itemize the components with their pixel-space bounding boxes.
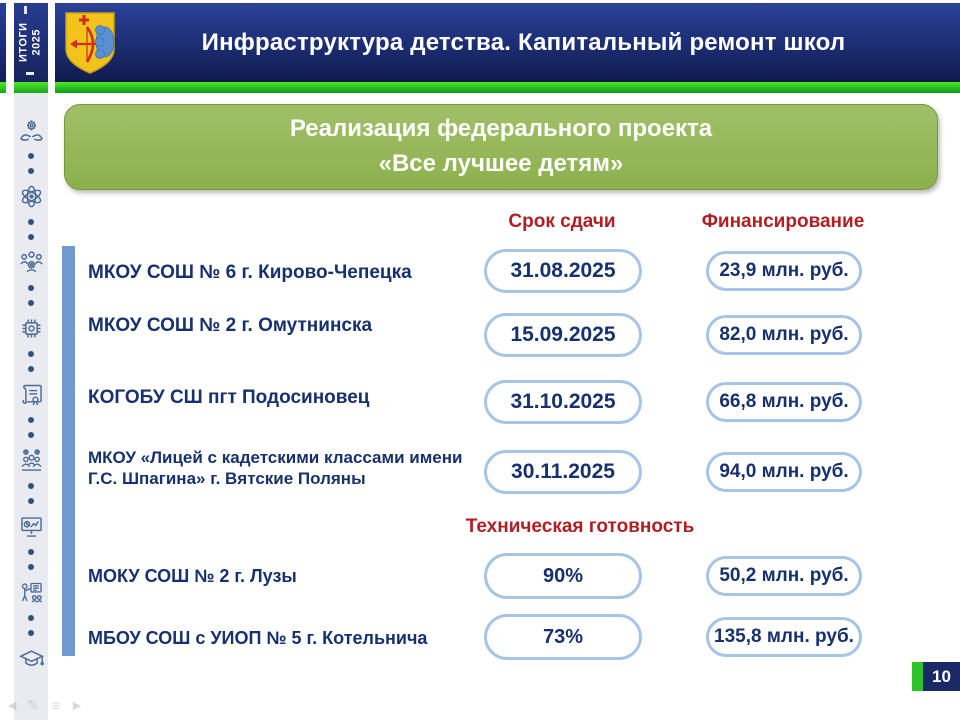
deadline-pill: 30.11.2025: [484, 450, 642, 494]
sidebar-dot: [28, 234, 34, 240]
header-green-strip: [55, 82, 960, 93]
sidebar-dot: [28, 564, 34, 570]
people-gears-icon: [18, 447, 45, 474]
itogi-tab-fragment: [24, 6, 27, 14]
school-name: КОГОБУ СШ пгт Подосиновец: [88, 387, 370, 408]
sidebar-dot: [28, 432, 34, 438]
chip-icon: [18, 315, 45, 342]
funding-pill: 82,0 млн. руб.: [706, 315, 862, 355]
sidebar-dot: [28, 168, 34, 174]
itogi-tab-green-strip: [14, 82, 48, 93]
page-number: 10: [923, 662, 960, 691]
school-name: МКОУ СОШ № 2 г. Омутнинска: [88, 315, 373, 336]
deadline-pill: 15.09.2025: [484, 313, 642, 357]
sidebar-dot: [28, 498, 34, 504]
team-gear-icon: [18, 249, 45, 276]
atom-icon: [18, 183, 45, 210]
presenter-icon: [18, 579, 45, 606]
deadline-pill: 31.08.2025: [484, 249, 642, 293]
sidebar-dot: [28, 483, 34, 489]
slide-edge-block: [0, 3, 6, 82]
readiness-pill: 73%: [484, 614, 642, 660]
sidebar-dot: [28, 300, 34, 306]
funding-pill: 94,0 млн. руб.: [706, 452, 862, 492]
hands-gear-icon: [18, 117, 45, 144]
rows-accent-bar: [62, 246, 75, 656]
deadline-pill: 31.10.2025: [484, 380, 642, 424]
sidebar-dot: [28, 153, 34, 159]
banner-line2: «Все лучшее детям»: [378, 150, 624, 177]
sidebar-dot: [28, 549, 34, 555]
slideshow-pen-button[interactable]: ✎: [27, 697, 39, 713]
banner-line1: Реализация федерального проекта: [289, 115, 713, 143]
sidebar-dot: [28, 219, 34, 225]
itogi-tab-dash: [26, 72, 34, 75]
page-title: Инфраструктура детства. Капитальный ремонт школ: [201, 28, 846, 56]
school-name: МОКУ СОШ № 2 г. Лузы: [88, 566, 297, 586]
school-name: МКОУ «Лицей с кадетскими классами имени Г.С. Шпагина» г. Вятские Поляны: [88, 448, 463, 489]
kirov-coat-of-arms-logo: [63, 10, 117, 76]
slideshow-next-button[interactable]: ►: [70, 697, 84, 713]
sidebar-dot: [28, 285, 34, 291]
monitor-chart-icon: [18, 513, 45, 540]
slideshow-prev-button[interactable]: ◄: [5, 697, 19, 713]
funding-pill: 50,2 млн. руб.: [706, 556, 862, 596]
school-name: МБОУ СОШ с УИОП № 5 г. Котельнича: [88, 628, 428, 648]
column-header-deadline: Срок сдачи: [508, 211, 616, 232]
sidebar-dot: [28, 615, 34, 621]
readiness-section-heading: Техническая готовность: [465, 516, 695, 537]
school-name: МКОУ СОШ № 6 г. Кирово-Чепецка: [88, 262, 412, 283]
slide-header: [55, 3, 960, 82]
funding-pill: 66,8 млн. руб.: [706, 382, 862, 422]
sidebar-dot: [28, 351, 34, 357]
readiness-pill: 90%: [484, 553, 642, 599]
sidebar-dot: [28, 366, 34, 372]
slideshow-menu-button[interactable]: ≡: [51, 697, 61, 713]
funding-pill: 135,8 млн. руб.: [706, 617, 862, 657]
itogi-2025-label: ИТОГИ 2025: [17, 22, 43, 63]
page-number-green-square: [912, 662, 923, 691]
column-header-funding: Финансирование: [701, 211, 865, 232]
graduation-cap-icon: [18, 645, 45, 672]
federal-project-banner: [64, 104, 938, 190]
certificate-icon: [18, 381, 45, 408]
itogi-2025-tab: [14, 3, 48, 82]
sidebar-dot: [28, 630, 34, 636]
slide-edge-green-strip: [0, 82, 6, 93]
sidebar-dot: [28, 417, 34, 423]
funding-pill: 23,9 млн. руб.: [706, 251, 862, 291]
theme-icon-sidebar: [14, 93, 48, 720]
